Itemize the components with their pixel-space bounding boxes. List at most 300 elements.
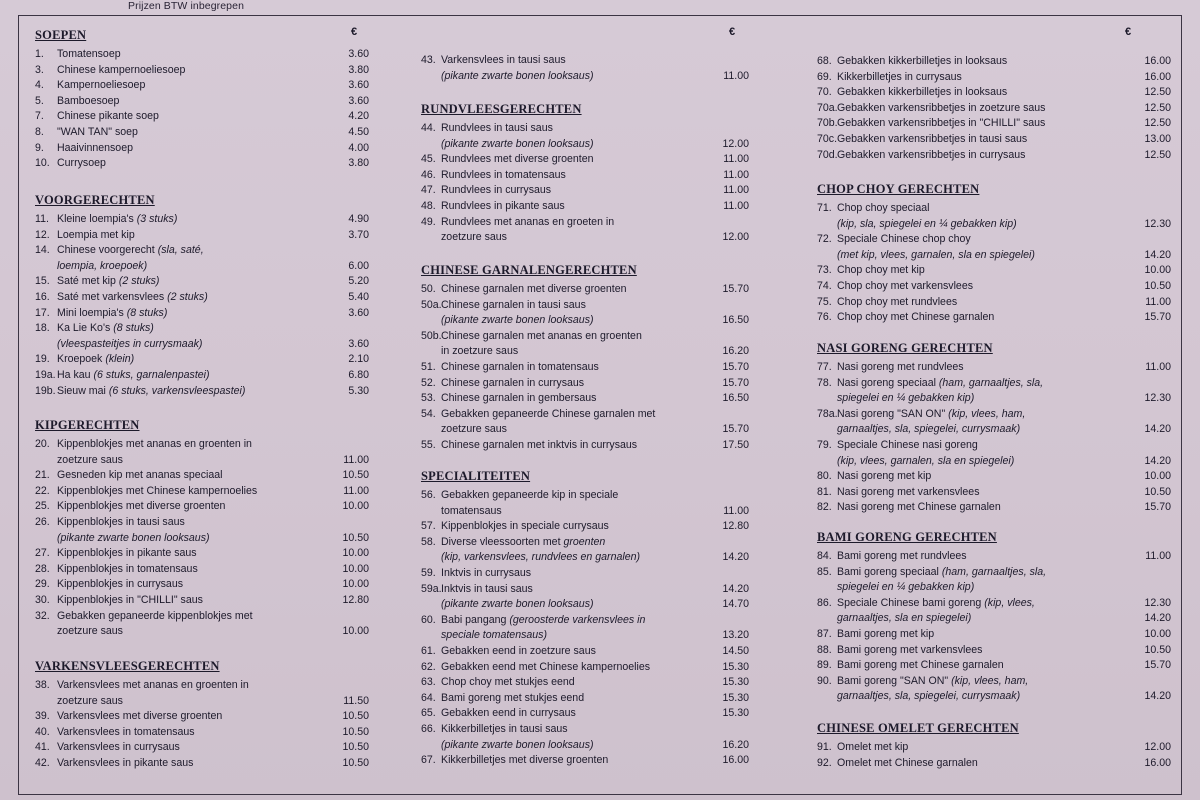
item-price: 11.50: [343, 694, 369, 707]
menu-item: [815, 295, 1171, 310]
menu-item: [815, 756, 1171, 771]
item-label: [837, 438, 978, 452]
section-title: CHINESE OMELET GERECHTEN: [817, 721, 1019, 735]
item-name: Rundvlees in tomatensaus: [441, 168, 566, 181]
item-price: 14.20: [722, 551, 749, 564]
item-number: 42.: [35, 757, 50, 769]
item-number: 27.: [35, 547, 50, 560]
menu-item: [33, 63, 369, 78]
item-name: Gebakken kikkerbilletjes in looksaus: [837, 86, 1008, 99]
item-number: 57.: [421, 520, 436, 533]
item-description: (sla, saté,: [157, 244, 204, 257]
item-number: 64.: [421, 691, 436, 704]
item-price: 10.50: [342, 741, 369, 754]
item-label: [441, 168, 566, 182]
item-name: Chinese garnalen met inktvis in currysaus: [441, 439, 638, 451]
item-name: Varkensvlees in tomatensaus: [57, 725, 195, 738]
item-number: 89.: [817, 659, 832, 672]
item-number: 77.: [817, 361, 832, 373]
item-number: 91.: [817, 741, 832, 753]
menu-item: [33, 725, 369, 740]
item-label: [837, 101, 1045, 115]
item-number: 59.: [421, 567, 436, 579]
menu-item: [419, 691, 749, 706]
item-description: (ham, garnaaltjes, sla,: [941, 565, 1047, 578]
item-price: 11.00: [723, 184, 749, 197]
item-name: Loempia met kip: [57, 228, 135, 241]
menu-item: [419, 298, 739, 313]
item-name: Gebakken gepaneerde Chinese garnalen met: [441, 407, 656, 420]
item-name: Chinese voorgerecht: [57, 244, 155, 257]
item-label: [57, 678, 249, 692]
item-label: [57, 499, 225, 513]
item-name: Gebakken varkensribbetjes in currysaus: [837, 148, 1026, 161]
menu-item: [419, 53, 739, 68]
menu-item: [815, 248, 1171, 263]
item-number: 74.: [817, 280, 832, 292]
item-number: 85.: [817, 565, 832, 578]
item-price: 6.00: [348, 259, 369, 272]
item-number: 28.: [35, 562, 50, 575]
menu-item: [33, 484, 369, 499]
menu-item: [33, 468, 369, 483]
item-number: 20.: [35, 438, 50, 450]
item-number: 4.: [35, 79, 44, 92]
item-price: 15.70: [722, 376, 749, 389]
menu-item: [815, 549, 1171, 564]
item-price: 16.00: [1144, 55, 1171, 67]
item-label: [441, 675, 575, 689]
item-price: 15.70: [1144, 659, 1171, 672]
item-price: 10.00: [1144, 628, 1171, 640]
menu-item: [815, 360, 1171, 375]
item-number: 15.: [35, 275, 50, 288]
item-name: Bami goreng met Chinese garnalen: [837, 659, 1004, 672]
menu-item: [33, 274, 369, 289]
menu-item: [419, 613, 739, 628]
item-label: [57, 337, 202, 351]
menu-item: [815, 391, 1171, 406]
item-label: [441, 137, 594, 151]
menu-item: [815, 85, 1171, 100]
item-label: [441, 628, 547, 642]
item-price: 10.00: [342, 500, 369, 513]
item-label: [57, 562, 198, 576]
item-price: 12.80: [722, 520, 749, 533]
item-number: 92.: [817, 756, 832, 769]
vat-note: Prijzen BTW inbegrepen: [128, 0, 245, 12]
item-number: 59a.: [421, 582, 442, 595]
item-label: [57, 740, 180, 754]
item-description: spiegelei en ¼ gebakken kip): [837, 392, 975, 405]
menu-item: [419, 535, 739, 550]
item-name: Varkensvlees in currysaus: [57, 741, 180, 754]
menu-item: [419, 753, 749, 768]
menu-item: [419, 675, 749, 690]
item-name: Speciale Chinese nasi goreng: [837, 439, 978, 451]
item-price: 12.30: [1144, 217, 1171, 230]
item-label: [441, 613, 645, 627]
item-description: (2 stuks): [118, 275, 160, 288]
item-number: 78.: [817, 376, 832, 389]
item-label: [837, 407, 1025, 421]
item-label: [837, 756, 978, 770]
item-name: Nasi goreng met kip: [837, 470, 932, 483]
item-name: Mini loempia's: [57, 306, 124, 319]
item-name: zoetzure saus: [57, 453, 123, 466]
item-label: [441, 53, 566, 67]
item-number: 67.: [421, 754, 436, 767]
menu-item: [815, 310, 1171, 325]
item-label: [57, 624, 123, 638]
item-price: 3.60: [348, 94, 369, 107]
item-label: [57, 352, 134, 366]
item-number: 88.: [817, 643, 832, 656]
item-name: Chinese kampernoeliesoep: [57, 63, 186, 76]
item-price: 11.00: [723, 168, 749, 181]
item-name: tomatensaus: [441, 504, 502, 517]
menu-item: [815, 376, 1165, 391]
item-label: [441, 183, 551, 197]
item-price: 11.00: [723, 504, 749, 517]
menu-item: [419, 344, 749, 359]
item-price: 11.00: [723, 69, 749, 82]
item-number: 50.: [421, 283, 436, 295]
item-number: 8.: [35, 126, 44, 138]
item-number: 86.: [817, 596, 832, 609]
item-price: 14.50: [722, 645, 749, 657]
menu-item: [33, 694, 369, 709]
item-name: Omelet met kip: [837, 741, 909, 753]
menu-item: [419, 168, 749, 183]
item-price: 5.30: [348, 384, 369, 397]
item-name: Nasi goreng met varkensvlees: [837, 485, 980, 498]
item-price: 4.50: [348, 126, 369, 138]
item-name: Rundvlees met diverse groenten: [441, 153, 594, 166]
menu-item: [815, 132, 1171, 147]
item-price: 3.60: [348, 79, 369, 92]
item-label: [57, 593, 203, 607]
item-label: [441, 199, 565, 213]
item-price: 14.20: [1144, 690, 1171, 703]
item-number: 69.: [817, 70, 832, 83]
item-price: 15.30: [722, 691, 749, 704]
item-label: [57, 709, 222, 723]
item-label: [837, 643, 982, 657]
menu-item: [33, 384, 369, 399]
menu-item: [815, 485, 1171, 500]
item-label: [837, 132, 1027, 146]
menu-item: [419, 738, 749, 753]
item-number: 18.: [35, 322, 50, 335]
item-number: 47.: [421, 184, 436, 197]
item-number: 39.: [35, 710, 50, 723]
item-name: Kippenblokjes met ananas en groenten in: [57, 438, 252, 450]
menu-item: [419, 282, 749, 297]
item-number: 70b.: [817, 117, 838, 130]
item-name: Bamboesoep: [57, 94, 120, 107]
item-price: 16.00: [722, 754, 749, 767]
item-label: [441, 121, 553, 135]
item-price: 13.20: [722, 629, 749, 642]
section-title: VOORGERECHTEN: [35, 193, 155, 207]
item-description: (kip, sla, spiegelei en ¼ gebakken kip): [837, 217, 1017, 230]
item-number: 29.: [35, 578, 50, 591]
item-name: Chop choy met Chinese garnalen: [837, 311, 995, 324]
item-label: [837, 596, 1035, 610]
item-number: 19.: [35, 353, 50, 366]
section-title: CHOP CHOY GERECHTEN: [817, 182, 980, 196]
item-description: (geroosterde varkensvlees in: [509, 613, 646, 626]
menu-item: [33, 740, 369, 755]
item-name: Nasi goreng speciaal: [837, 376, 936, 389]
menu-item: [815, 54, 1171, 69]
item-label: [837, 54, 1007, 68]
section-title: CHINESE GARNALENGERECHTEN: [421, 263, 637, 277]
item-description: groenten: [563, 535, 606, 548]
menu-item: [419, 137, 749, 152]
item-number: 55.: [421, 439, 436, 451]
item-label: [57, 156, 106, 170]
item-number: 51.: [421, 361, 436, 373]
item-description: speciale tomatensaus): [441, 629, 547, 642]
item-name: Gebakken eend met Chinese kampernoelies: [441, 660, 651, 673]
item-number: 78a.: [817, 407, 838, 420]
menu-item: [419, 183, 749, 198]
item-label: [57, 453, 123, 467]
item-name: Sieuw mai: [57, 384, 106, 397]
menu-item: [815, 422, 1171, 437]
item-name: Bami goreng "SAN ON": [837, 674, 949, 687]
item-label: [441, 313, 594, 327]
item-label: [57, 484, 257, 498]
item-price: 17.50: [722, 439, 749, 451]
item-label: [441, 597, 594, 611]
menu-item: [815, 101, 1171, 116]
item-number: 11.: [35, 213, 49, 225]
item-description: spiegelei en ¼ gebakken kip): [837, 581, 975, 594]
menu-item: [419, 230, 749, 245]
item-price: 10.50: [342, 710, 369, 723]
menu-item: [815, 611, 1171, 626]
item-name: Gebakken varkensribbetjes in "CHILLI" saus: [837, 117, 1046, 130]
item-name: Varkensvlees in pikante saus: [57, 757, 194, 769]
item-price: 10.00: [342, 578, 369, 591]
item-price: 10.00: [342, 562, 369, 575]
item-name: Chinese garnalen in tomatensaus: [441, 361, 599, 373]
item-name: Rundvlees in pikante saus: [441, 200, 565, 212]
item-price: 16.20: [722, 345, 749, 358]
item-name: Tomatensoep: [57, 48, 121, 60]
euro-sign: €: [729, 26, 736, 38]
item-number: 41.: [35, 741, 50, 754]
item-number: 70.: [817, 86, 832, 99]
item-price: 12.50: [1144, 117, 1171, 130]
item-number: 70d.: [817, 148, 838, 161]
menu-item: [815, 116, 1171, 131]
item-number: 26.: [35, 516, 50, 528]
item-name: Chop choy speciaal: [837, 202, 930, 214]
item-name: Chinese garnalen met diverse groenten: [441, 283, 627, 295]
item-description: (pikante zwarte bonen looksaus): [441, 738, 594, 751]
menu-item: [815, 658, 1171, 673]
item-name: Gebakken varkensribbetjes in zoetzure saus: [837, 101, 1046, 114]
item-name: Rundvlees in tausi saus: [441, 122, 553, 134]
item-name: Gebakken eend in zoetzure saus: [441, 645, 596, 657]
item-description: (kip, vlees, ham,: [951, 674, 1029, 687]
item-name: Kippenblokjes in "CHILLI" saus: [57, 594, 203, 606]
item-number: 54.: [421, 407, 436, 420]
menu-item: [33, 368, 369, 383]
item-description: (pikante zwarte bonen looksaus): [441, 314, 594, 327]
item-price: 14.20: [1144, 612, 1171, 625]
menu-item: [33, 577, 369, 592]
menu-item: [815, 454, 1171, 469]
item-price: 11.00: [1145, 361, 1171, 373]
item-number: 76.: [817, 311, 832, 324]
item-description: (2 stuks): [167, 291, 208, 303]
item-number: 61.: [421, 645, 436, 657]
item-name: Diverse vleessoorten met: [441, 535, 561, 548]
menu-item: [33, 78, 369, 93]
menu-item: [33, 321, 363, 336]
item-label: [441, 550, 640, 564]
item-label: [441, 422, 507, 436]
item-name: Gebakken gepaneerde kip in speciale: [441, 489, 619, 501]
item-name: Bami goreng met kip: [837, 628, 935, 640]
item-label: [837, 217, 1017, 231]
item-number: 68.: [817, 55, 832, 67]
item-label: [57, 47, 121, 61]
item-price: 11.00: [343, 484, 369, 497]
item-label: [441, 706, 576, 720]
item-name: Kampernoeliesoep: [57, 79, 146, 92]
item-name: Kippenblokjes met Chinese kampernoelies: [57, 484, 258, 497]
item-label: [441, 722, 568, 736]
item-label: [837, 85, 1007, 99]
menu-item: [419, 660, 749, 675]
item-label: [57, 694, 123, 708]
item-description: (8 stuks): [126, 306, 168, 319]
menu-item: [33, 212, 369, 227]
item-label: [57, 468, 223, 482]
item-label: [57, 243, 204, 257]
item-price: 15.30: [722, 660, 749, 673]
item-label: [57, 212, 177, 226]
menu-item: [419, 376, 749, 391]
item-label: [441, 152, 594, 166]
item-price: 5.20: [348, 275, 369, 288]
item-number: 50a.: [421, 298, 442, 311]
item-name: Kippenblokjes in tomatensaus: [57, 562, 198, 575]
item-number: 63.: [421, 676, 436, 689]
menu-item: [33, 499, 369, 514]
item-number: 32.: [35, 609, 50, 622]
item-number: 70c.: [817, 133, 838, 145]
item-price: 15.30: [722, 707, 749, 720]
menu-item: [419, 360, 749, 375]
item-number: 3.: [35, 63, 44, 76]
item-name: Nasi goreng met rundvlees: [837, 361, 964, 373]
item-description: (6 stuks, varkensvleespastei): [108, 384, 246, 397]
item-number: 70a.: [817, 101, 838, 114]
item-label: [441, 519, 609, 533]
menu-item: [33, 609, 363, 624]
item-description: (8 stuks): [113, 322, 154, 335]
menu-item: [419, 215, 739, 230]
item-number: 66.: [421, 723, 436, 735]
menu-item: [419, 488, 739, 503]
item-label: [837, 279, 973, 293]
item-label: [57, 259, 147, 273]
item-number: 16.: [35, 291, 50, 303]
item-number: 40.: [35, 725, 50, 738]
menu-item: [33, 709, 369, 724]
item-price: 14.70: [722, 598, 749, 611]
item-name: Gebakken gepaneerde kippenblokjes met: [57, 609, 253, 622]
item-description: (3 stuks): [136, 213, 178, 225]
item-description: (kip, vlees, ham,: [948, 407, 1026, 420]
menu-item: [419, 504, 749, 519]
item-label: [837, 740, 908, 754]
menu-item: [419, 152, 749, 167]
item-price: 4.90: [348, 213, 369, 225]
item-number: 62.: [421, 660, 436, 673]
item-description: (kip, vlees,: [984, 596, 1035, 609]
item-price: 5.40: [348, 291, 369, 303]
item-number: 43.: [421, 54, 436, 66]
item-name: Kippenblokjes in pikante saus: [57, 547, 197, 560]
menu-item: [815, 500, 1171, 515]
item-name: Chop choy met rundvlees: [837, 295, 958, 308]
menu-item: [33, 437, 363, 452]
menu-item: [815, 740, 1171, 755]
item-price: 12.00: [722, 137, 749, 150]
item-number: 7.: [35, 110, 44, 123]
item-label: [837, 500, 1001, 514]
menu-item: [33, 228, 369, 243]
item-name: Varkensvlees in tausi saus: [441, 54, 566, 66]
item-price: 3.80: [348, 157, 369, 170]
item-price: 10.50: [342, 469, 369, 482]
item-label: [441, 215, 614, 229]
section-title: BAMI GORENG GERECHTEN: [817, 530, 997, 544]
item-price: 15.30: [722, 676, 749, 689]
menu-item: [419, 644, 749, 659]
item-label: [57, 531, 210, 545]
item-label: [837, 248, 1035, 262]
item-name: Nasi goreng "SAN ON": [837, 407, 946, 420]
item-number: 12.: [35, 228, 50, 241]
menu-item: [419, 628, 749, 643]
item-label: [57, 63, 185, 77]
item-label: [837, 422, 1020, 436]
item-description: (pikante zwarte bonen looksaus): [441, 137, 594, 150]
menu-item: [33, 156, 369, 171]
item-label: [57, 437, 252, 451]
item-name: Currysoep: [57, 157, 106, 170]
item-label: [57, 109, 159, 123]
item-name: Chinese garnalen in gembersaus: [441, 392, 597, 405]
item-label: [441, 282, 627, 296]
item-description: (vleespasteitjes in currysmaak): [57, 337, 203, 350]
item-number: 80.: [817, 470, 832, 483]
item-price: 10.50: [342, 725, 369, 738]
menu-item: [33, 515, 363, 530]
item-price: 3.60: [348, 306, 369, 319]
item-name: Gebakken kikkerbilletjes in looksaus: [837, 55, 1008, 67]
item-name: Haaivinnensoep: [57, 141, 133, 154]
